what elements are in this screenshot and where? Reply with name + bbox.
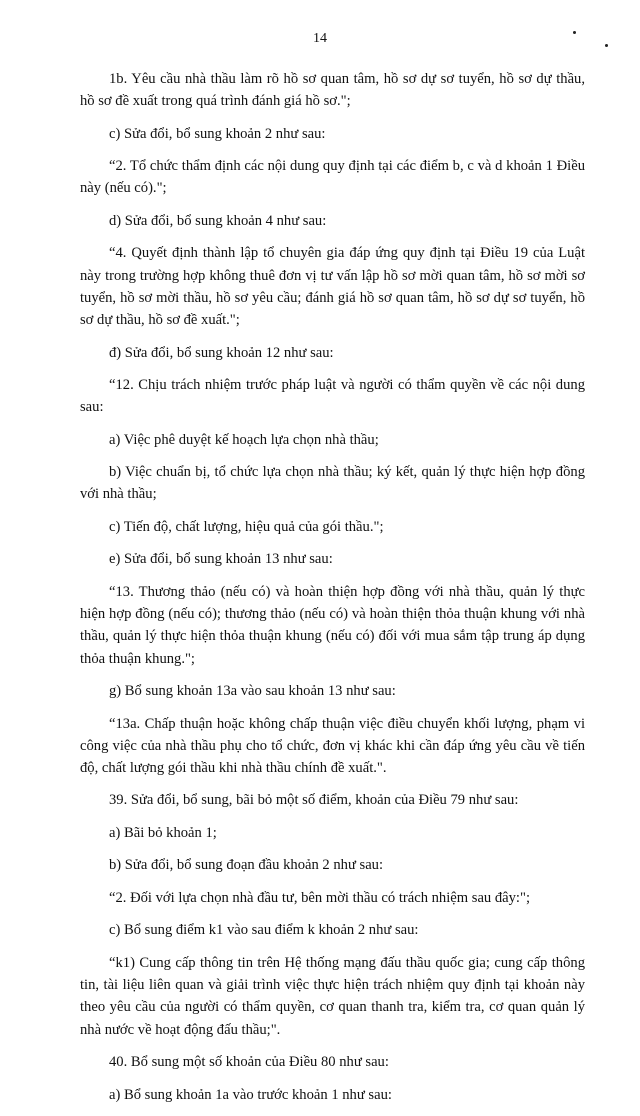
paragraph: a) Bổ sung khoản 1a vào trước khoản 1 như sau: <box>109 1086 392 1103</box>
paragraph: g) Bổ sung khoản 13a vào sau khoản 13 như sau: <box>109 683 396 700</box>
paragraph: 39. Sửa đổi, bổ sung, bãi bỏ một số điểm, khoản của Điều 79 như sau: <box>109 792 519 809</box>
paragraph: 1b. Yêu cầu nhà thầu làm rõ hồ sơ quan tâm, hồ sơ dự sơ tuyển, hồ sơ dự thầu, hồ sơ đề xuất trong quá trình đánh giá hồ sơ."; <box>80 71 585 110</box>
document-body <box>80 68 585 1116</box>
paragraph: “4. Quyết định thành lập tổ chuyên gia đáp ứng quy định tại Điều 19 của Luật này trong trường hợp không thuê đơn vị tư vấn lập hồ sơ mời quan tâm, hồ sơ mời sơ tuyển, hồ sơ mời thầu, hồ sơ yêu cầu; đánh giá hồ sơ quan tâm, hồ sơ dự sơ tuyển, hồ sơ dự thầu, hồ sơ đề xuất."; <box>80 245 585 329</box>
paragraph: e) Sửa đổi, bổ sung khoản 13 như sau: <box>109 551 333 568</box>
paragraph: 40. Bổ sung một số khoản của Điều 80 như sau: <box>109 1054 389 1071</box>
paragraph: “2. Đối với lựa chọn nhà đầu tư, bên mời thầu có trách nhiệm sau đây:"; <box>109 889 531 906</box>
paragraph: “k1) Cung cấp thông tin trên Hệ thống mạng đấu thầu quốc gia; cung cấp thông tin, tài liệu liên quan và giải trình việc thực hiện trách nhiệm quy định tại khoản này theo yêu cầu của người có thẩm quyền, cơ quan thanh tra, kiểm tra, cơ quan quản lý nhà nước về hoạt động đấu thầu;". <box>80 954 585 1038</box>
paragraph: b) Sửa đổi, bổ sung đoạn đầu khoản 2 như sau: <box>109 857 384 874</box>
paragraph: a) Việc phê duyệt kế hoạch lựa chọn nhà thầu; <box>109 431 379 448</box>
paragraph: c) Tiến độ, chất lượng, hiệu quả của gói thầu."; <box>109 518 384 535</box>
paragraph: “12. Chịu trách nhiệm trước pháp luật và người có thẩm quyền về các nội dung sau: <box>80 377 585 416</box>
paragraph: đ) Sửa đổi, bổ sung khoản 12 như sau: <box>109 344 334 361</box>
paragraph: “2. Tổ chức thẩm định các nội dung quy định tại các điểm b, c và d khoản 1 Điều này (nếu có)."; <box>80 158 585 197</box>
page-number: 14 <box>313 31 327 46</box>
paragraph: a) Bãi bỏ khoản 1; <box>109 824 217 841</box>
scan-speck <box>605 44 608 47</box>
scan-speck <box>573 31 576 34</box>
paragraph: d) Sửa đổi, bổ sung khoản 4 như sau: <box>109 212 327 229</box>
paragraph: c) Bổ sung điểm k1 vào sau điểm k khoản 2 như sau: <box>109 922 419 939</box>
paragraph: c) Sửa đổi, bổ sung khoản 2 như sau: <box>109 125 326 142</box>
paragraph: b) Việc chuẩn bị, tổ chức lựa chọn nhà thầu; ký kết, quản lý thực hiện hợp đồng với nhà thầu; <box>80 464 585 503</box>
paragraph: “13a. Chấp thuận hoặc không chấp thuận việc điều chuyển khối lượng, phạm vi công việc của nhà thầu phụ cho tổ chức, đơn vị khác khi cần đáp ứng yêu cầu về tiến độ, chất lượng gói thầu khi nhà thầu chính đề xuất.". <box>80 715 585 776</box>
paragraph: “13. Thương thảo (nếu có) và hoàn thiện hợp đồng với nhà thầu, quản lý thực hiện hợp đồng (nếu có); thương thảo (nếu có) và hoàn thiện thỏa thuận khung với nhà thầu, quản lý thực hiện thỏa thuận khung (nếu có) đối với mua sắm tập trung áp dụng thỏa thuận khung."; <box>80 583 585 667</box>
